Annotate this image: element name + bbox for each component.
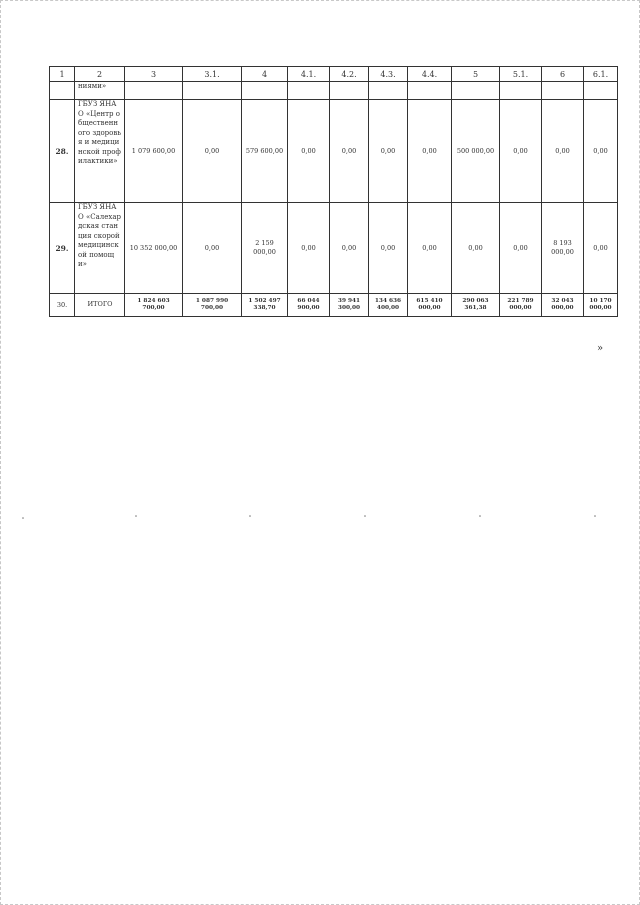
- value-cell: 0,00: [500, 100, 542, 203]
- row-number-cell: 29.: [50, 203, 75, 294]
- row-name-cell: ГБУЗ ЯНАО «Центр общественного здоровья и медицинской профилактики»: [75, 100, 125, 203]
- total-value-cell: 66 044 900,00: [288, 294, 330, 317]
- value-cell: 0,00: [500, 203, 542, 294]
- total-value-cell: 1 824 603 700,00: [125, 294, 183, 317]
- col-header: 4.2.: [330, 67, 369, 82]
- total-value-cell: 32 043 000,00: [542, 294, 584, 317]
- total-value-cell: 1 502 497 338,70: [242, 294, 288, 317]
- row-number-cell: 30.: [50, 294, 75, 317]
- total-row: [50, 294, 618, 317]
- col-header: 4: [242, 67, 288, 82]
- col-header: 4.4.: [408, 67, 452, 82]
- value-cell: 1 079 600,00: [125, 100, 183, 203]
- value-cell: 0,00: [584, 100, 618, 203]
- col-header: 1: [50, 67, 75, 82]
- closing-quote-mark: »: [597, 343, 604, 354]
- col-header: 4.3.: [369, 67, 408, 82]
- value-cell: 10 352 000,00: [125, 203, 183, 294]
- row-number-cell: [50, 82, 75, 100]
- total-value-cell: 221 789 000,00: [500, 294, 542, 317]
- table-row: [50, 203, 618, 294]
- col-header: 3.1.: [183, 67, 242, 82]
- row-name-cell: ниями»: [75, 82, 125, 100]
- header-row: [50, 67, 618, 82]
- value-cell: 0,00: [183, 100, 242, 203]
- value-cell: 579 600,00: [242, 100, 288, 203]
- col-header: 5: [452, 67, 500, 82]
- value-cell: 0,00: [330, 100, 369, 203]
- value-cell: 0,00: [330, 203, 369, 294]
- value-cell: 0,00: [542, 100, 584, 203]
- value-cell: 0,00: [452, 203, 500, 294]
- total-label: ИТОГО: [75, 294, 125, 317]
- row-name-cell: ГБУЗ ЯНАО «Салехардская станция скорой медицинской помощи»: [75, 203, 125, 294]
- col-header: 6.1.: [584, 67, 618, 82]
- value-cell: 0,00: [408, 100, 452, 203]
- table-row: [50, 82, 618, 100]
- col-header: 2: [75, 67, 125, 82]
- total-value-cell: 290 063 361,38: [452, 294, 500, 317]
- value-cell: 0,00: [288, 100, 330, 203]
- col-header: 4.1.: [288, 67, 330, 82]
- value-cell: 2 159 000,00: [242, 203, 288, 294]
- table-row: [50, 100, 618, 203]
- total-value-cell: 10 170 000,00: [584, 294, 618, 317]
- total-value-cell: 1 087 990 700,00: [183, 294, 242, 317]
- value-cell: 0,00: [183, 203, 242, 294]
- value-cell: 0,00: [408, 203, 452, 294]
- value-cell: 8 193 000,00: [542, 203, 584, 294]
- value-cell: 500 000,00: [452, 100, 500, 203]
- col-header: 5.1.: [500, 67, 542, 82]
- total-value-cell: 39 941 300,00: [330, 294, 369, 317]
- value-cell: 0,00: [369, 203, 408, 294]
- budget-table: [49, 66, 618, 317]
- total-value-cell: 134 636 400,00: [369, 294, 408, 317]
- col-header: 3: [125, 67, 183, 82]
- value-cell: 0,00: [369, 100, 408, 203]
- value-cell: 0,00: [288, 203, 330, 294]
- value-cell: 0,00: [584, 203, 618, 294]
- row-number-cell: 28.: [50, 100, 75, 203]
- col-header: 6: [542, 67, 584, 82]
- total-value-cell: 615 410 000,00: [408, 294, 452, 317]
